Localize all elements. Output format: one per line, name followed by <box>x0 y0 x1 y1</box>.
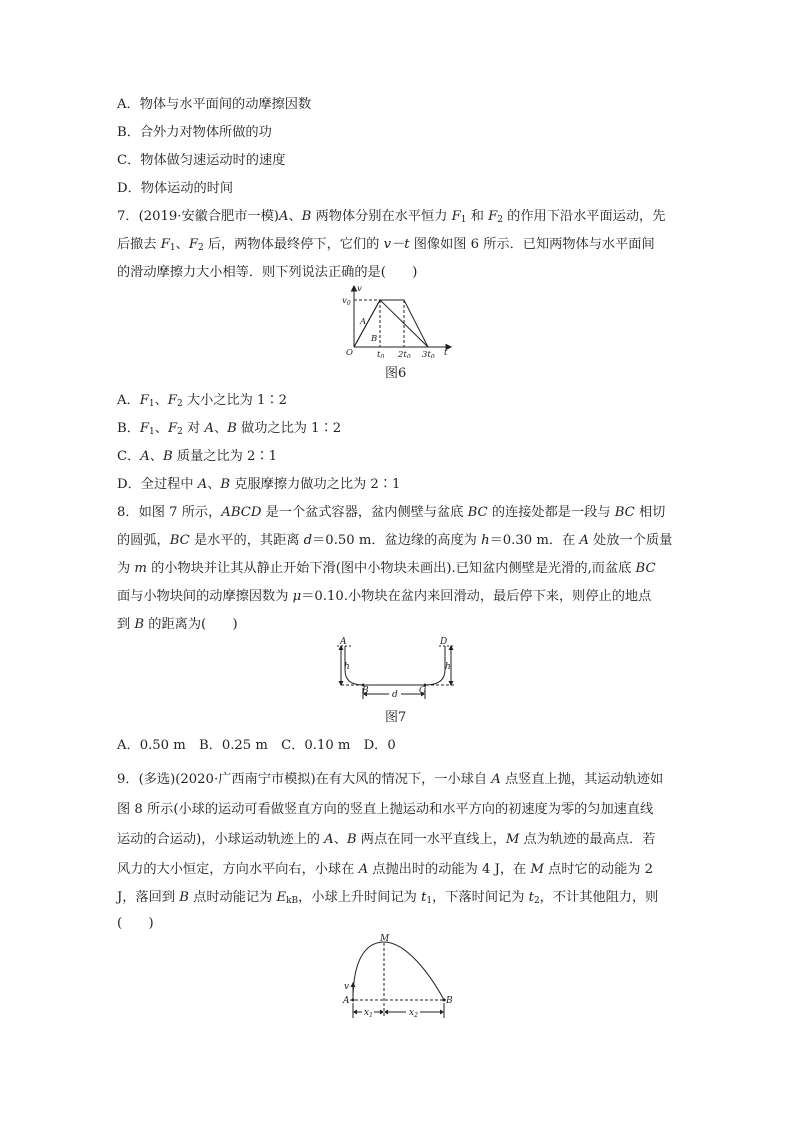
q6-option-c: C．物体做匀速运动时的速度 <box>117 153 286 168</box>
q7-option-b: B．$F_1$、$F_2$ 对 A、B 做功之比为 1∶2 <box>117 421 342 437</box>
fig6-v-arrow <box>352 286 357 291</box>
q6-option-b: B．合外力对物体所做的功 <box>117 125 272 140</box>
fig7-label-h-right: h <box>445 662 451 672</box>
fig7-label-a: A <box>340 637 347 647</box>
q8-stem-line3: 为 m 的小物块并让其从静止开始下滑(图中小物块未画出).已知盆内侧壁是光滑的,而盆底 BC <box>117 561 656 576</box>
fig6-label-origin: O <box>346 348 353 358</box>
figure-8-trajectory-diagram <box>340 934 460 1020</box>
q8-stem-line2: 的圆弧，BC 是水平的，其距离 d＝0.50 m．盆边缘的高度为 h＝0.30 m．在 A 处放一个质量 <box>117 533 673 548</box>
fig8-point-a <box>352 999 355 1002</box>
fig6-label-v: v <box>357 284 362 294</box>
fig6-label-v0: $v_0$ <box>342 296 351 307</box>
q9-stem-line2: 图 8 所示(小球的运动可看做竖直方向的竖直上抛运动和水平方向的初速度为零的匀加速直线 <box>117 802 654 817</box>
q7-option-c: C．A、B 质量之比为 2∶1 <box>117 449 277 464</box>
fig6-label-t0: $t_0$ <box>377 350 385 358</box>
fig8-label-m: M <box>380 934 390 944</box>
q9-stem-line4: 风力的大小恒定，方向水平向右，小球在 A 点抛出时的动能为 4 J，在 M 点时它的动能为 2 <box>117 862 654 877</box>
figure-7-basin-diagram <box>333 636 463 702</box>
fig7-label-h-left: h <box>344 662 350 672</box>
fig7-basin-profile <box>345 646 445 685</box>
fig6-label-3t0: $3t_0$ <box>422 350 435 358</box>
fig7-label-c: C <box>419 686 426 696</box>
q7-option-a: A．$F_1$、$F_2$ 大小之比为 1∶2 <box>117 393 287 409</box>
q7-stem-line1: 7．(2019·安徽合肥市一模)A、B 两物体分别在水平恒力 $F_1$ 和 $F_2$ 的作用下沿水平面运动，先 <box>117 209 666 225</box>
q8-stem-line1: 8．如图 7 所示，ABCD 是一个盆式容器，盆内侧壁与盆底 BC 的连接处都是一段与 BC 相切 <box>117 505 666 520</box>
fig8-label-a: A <box>343 996 350 1006</box>
figure-7-caption: 图7 <box>385 710 407 725</box>
q9-stem-line5: J，落回到 B 点时动能记为 $E_{kB}$，小球上升时间记为 $t_1$，下落时间记为 $t_2$，不计其他阻力，则 <box>117 890 659 906</box>
q9-stem-line6: ( ) <box>117 916 154 931</box>
fig8-trajectory <box>353 942 444 1000</box>
figure-6-vt-graph <box>340 282 460 358</box>
q9-stem-line1: 9．(多选)(2020·广西南宁市模拟)在有大风的情况下，一小球自 A 点竖直上抛，其运动轨迹如 <box>117 772 664 787</box>
q8-stem-line4: 面与小物块间的动摩擦因数为 μ＝0.10.小物块在盆内来回滑动，最后停下来，则停止的地点 <box>117 589 652 604</box>
q8-stem-line5: 到 B 的距离为( ) <box>117 617 238 632</box>
q6-option-a: A．物体与水平面间的动摩擦因数 <box>117 97 312 112</box>
q6-option-d: D．物体运动的时间 <box>117 181 234 196</box>
fig6-label-t: t <box>444 348 448 358</box>
fig7-label-d: D <box>440 637 448 647</box>
fig6-label-2t0: $2t_0$ <box>398 350 411 358</box>
figure-6-caption: 图6 <box>385 366 407 381</box>
q7-stem-line2: 后撤去 $F_1$、$F_2$ 后，两物体最终停下，它们的 v－t 图像如图 6 所示．已知两物体与水平面间 <box>117 237 655 253</box>
fig8-label-v: v <box>344 982 350 992</box>
fig8-label-x2: $x_2$ <box>409 1008 418 1019</box>
q9-stem-line3: 运动的合运动)，小球运动轨迹上的 A、B 两点在同一水平直线上，M 点为轨迹的最高点．若 <box>117 832 656 847</box>
fig6-label-a: A <box>360 317 367 327</box>
fig8-label-b: B <box>446 996 453 1006</box>
fig7-label-d-distance: d <box>392 690 398 700</box>
fig7-label-b: B <box>362 686 369 696</box>
q7-option-d: D．全过程中 A、B 克服摩擦力做功之比为 2∶1 <box>117 477 401 492</box>
q7-stem-line3: 的滑动摩擦力大小相等．则下列说法正确的是( ) <box>117 265 418 280</box>
fig6-label-b: B <box>371 334 378 344</box>
fig8-label-x1: $x_1$ <box>364 1008 373 1019</box>
q8-options: A．0.50 m B．0.25 m C．0.10 m D．0 <box>117 738 396 753</box>
